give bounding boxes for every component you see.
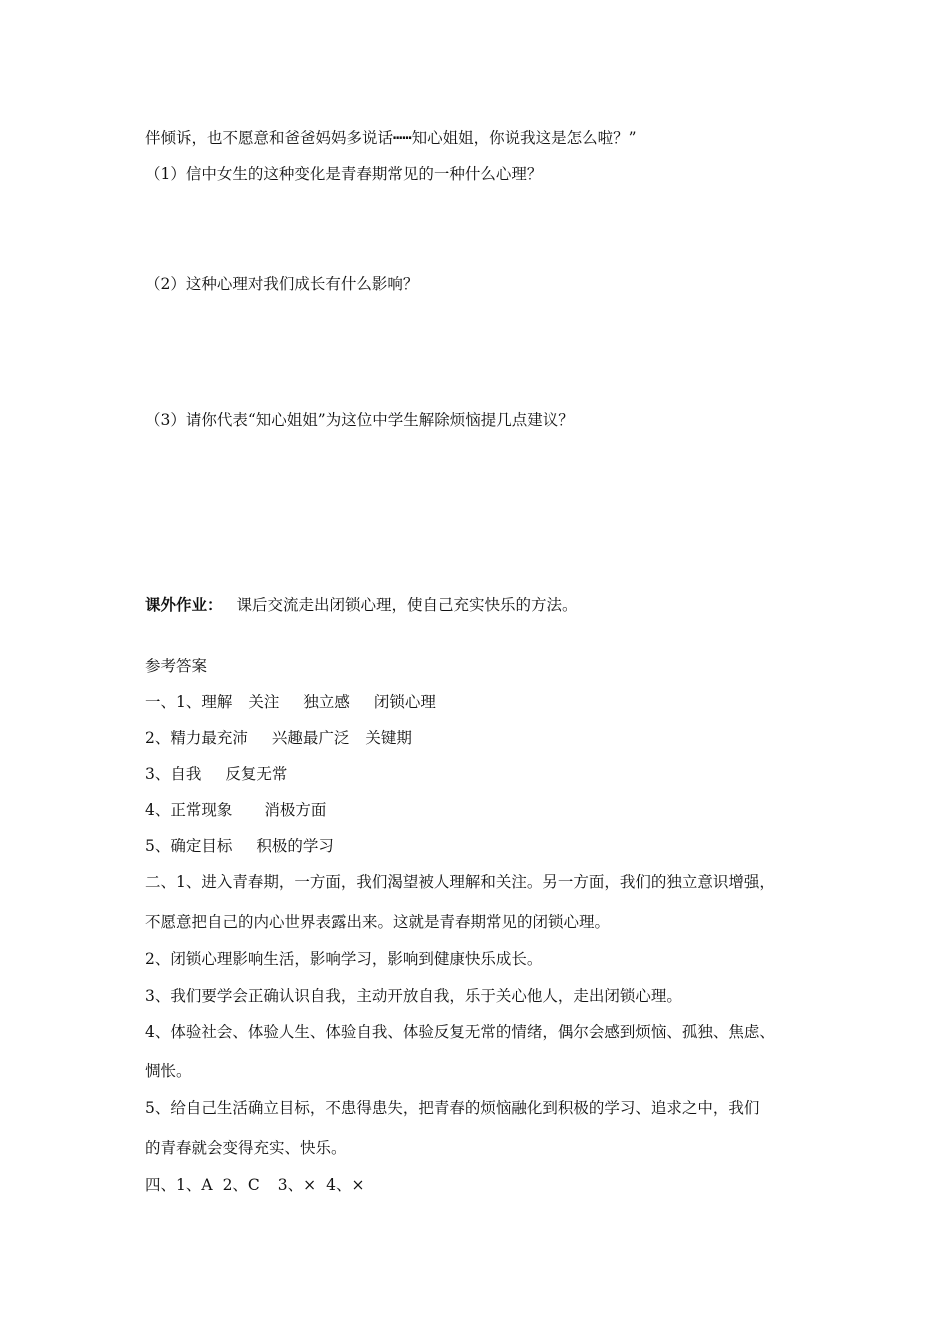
homework-label: 课外作业： (145, 596, 223, 614)
answer-4 (145, 1175, 365, 1195)
answer-2-4-line2: 惆怅。 (145, 1062, 192, 1080)
answer-item: 3、× (277, 1176, 317, 1194)
answer-2-1-line2: 不愿意把自己的内心世界表露出来。这就是青春期常见的闭锁心理。 (145, 913, 611, 931)
answer-1-2 (145, 728, 412, 748)
answer-2-5-line1: 5、给自己生活确立目标，不患得患失，把青春的烦恼融化到积极的学习、追求之中，我们 (145, 1099, 760, 1117)
homework-line (145, 595, 578, 615)
answer-item: 2、C (222, 1176, 260, 1194)
question-2: （2）这种心理对我们成长有什么影响？ (145, 275, 419, 293)
answer-item: 四、1、A (145, 1176, 213, 1194)
answer-item: 4、× (326, 1176, 365, 1194)
question-1: （1）信中女生的这种变化是青春期常见的一种什么心理？ (145, 165, 543, 183)
answer-item: 2、精力最充沛 (145, 729, 248, 747)
answer-item: 反复无常 (225, 765, 288, 783)
answer-2-1-line1: 二、1、进入青春期，一方面，我们渴望被人理解和关注。另一方面，我们的独立意识增强， (145, 873, 775, 891)
answer-1-4 (145, 800, 326, 820)
answer-item: 关键期 (365, 729, 412, 747)
answer-item: 积极的学习 (256, 837, 334, 855)
answer-item: 一、1、理解 (145, 693, 233, 711)
answer-item: 独立感 (303, 693, 350, 711)
letter-tail-line: 伴倾诉，也不愿意和爸爸妈妈多说话┅┅知心姐姐，你说我这是怎么啦？” (145, 129, 637, 147)
answer-1-1 (145, 692, 436, 712)
answer-item: 闭锁心理 (373, 693, 436, 711)
answer-item: 3、自我 (145, 765, 202, 783)
question-3: （3）请你代表“知心姐姐”为这位中学生解除烦恼提几点建议？ (145, 411, 574, 429)
homework-text: 课后交流走出闭锁心理，使自己充实快乐的方法。 (236, 596, 578, 614)
answer-item: 5、确定目标 (145, 837, 233, 855)
answer-item: 关注 (248, 693, 280, 711)
answer-2-4-line1: 4、体验社会、体验人生、体验自我、体验反复无常的情绪，偶尔会感到烦恼、孤独、焦虑、 (145, 1023, 775, 1041)
answer-2-3: 3、我们要学会正确认识自我，主动开放自我，乐于关心他人，走出闭锁心理。 (145, 987, 682, 1005)
answer-item: 兴趣最广泛 (271, 729, 350, 747)
answer-2-5-line2: 的青春就会变得充实、快乐。 (145, 1139, 347, 1157)
answer-1-3 (145, 764, 287, 784)
answer-2-2: 2、闭锁心理影响生活，影响学习，影响到健康快乐成长。 (145, 950, 543, 968)
answers-title: 参考答案 (145, 657, 208, 675)
answer-item: 消极方面 (264, 801, 327, 819)
answer-1-5 (145, 836, 334, 856)
answer-item: 4、正常现象 (145, 801, 233, 819)
